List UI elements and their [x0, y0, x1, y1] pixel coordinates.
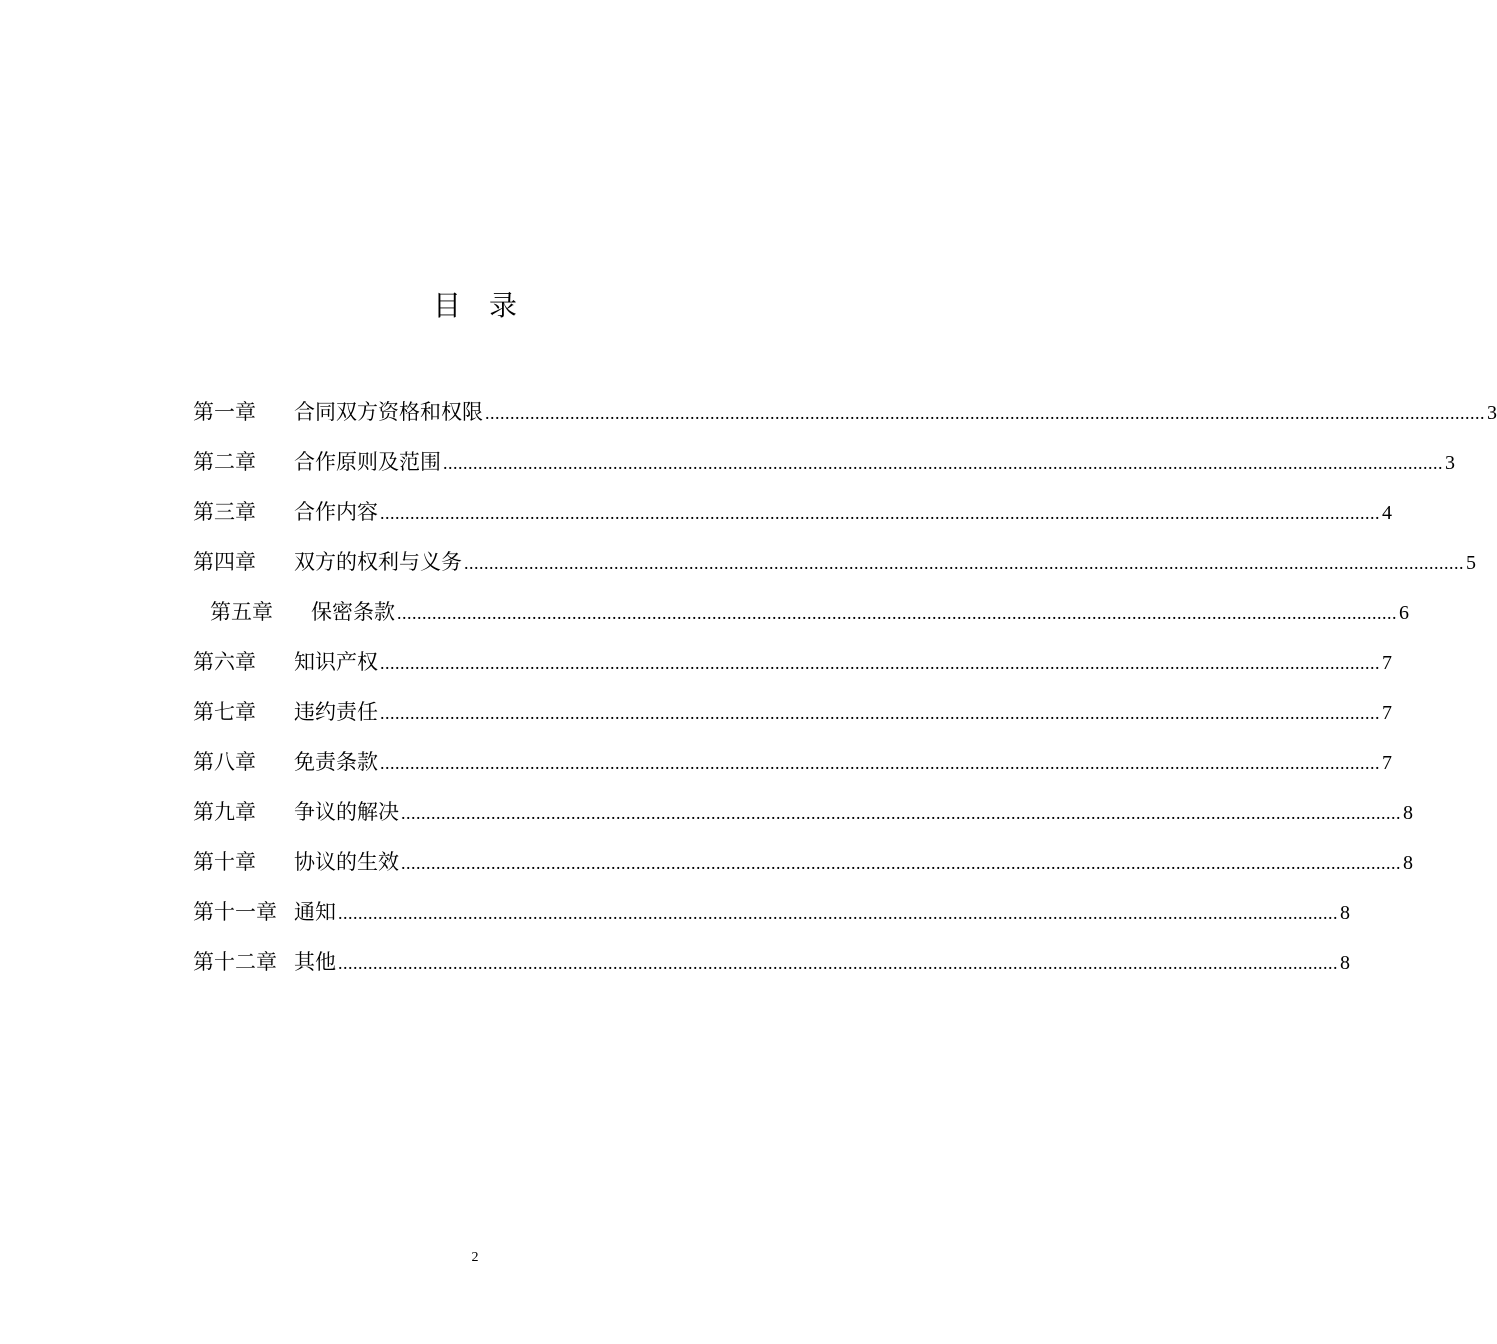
toc-entry-4[interactable]: [193, 546, 1476, 596]
toc-chapter: 第六章: [193, 650, 256, 674]
toc-leader-dots: ........................................................................................................................................................................................................: [464, 553, 1464, 573]
page-title: 目录: [432, 289, 545, 322]
toc-leader-dots: ........................................................................................................................................................................................................: [443, 453, 1443, 473]
toc-page-number: 7: [1382, 652, 1392, 674]
toc-title: 保密条款: [311, 600, 395, 624]
toc-title: 通知: [294, 900, 336, 924]
toc-chapter: 第一章: [193, 400, 256, 424]
toc-entry-12[interactable]: [193, 946, 1350, 996]
toc-title: 协议的生效: [294, 850, 399, 874]
toc-title: 违约责任: [294, 700, 378, 724]
toc-page-number: 3: [1445, 452, 1455, 474]
toc-page-number: 4: [1382, 502, 1392, 524]
toc-leader-dots: ........................................................................................................................................................................................................: [401, 853, 1401, 873]
toc-leader-dots: ........................................................................................................................................................................................................: [397, 603, 1397, 623]
toc-page-number: 5: [1466, 552, 1476, 574]
toc-leader-dots: ........................................................................................................................................................................................................: [401, 803, 1401, 823]
toc-chapter: 第二章: [193, 450, 256, 474]
toc-title: 知识产权: [294, 650, 378, 674]
toc-chapter: 第四章: [193, 550, 256, 574]
toc-entry-7[interactable]: [193, 696, 1392, 746]
toc-page-number: 7: [1382, 752, 1392, 774]
toc-entry-1[interactable]: [193, 396, 1497, 446]
toc-title: 其他: [294, 950, 336, 974]
toc-entry-3[interactable]: [193, 496, 1392, 546]
toc-chapter: 第五章: [210, 600, 273, 624]
toc-entry-6[interactable]: [193, 646, 1392, 696]
toc-leader-dots: ........................................................................................................................................................................................................: [485, 403, 1485, 423]
toc-chapter: 第十章: [193, 850, 256, 874]
toc-chapter: 第七章: [193, 700, 256, 724]
toc-page-number: 8: [1403, 852, 1413, 874]
toc-page-number: 7: [1382, 702, 1392, 724]
toc-chapter: 第九章: [193, 800, 256, 824]
toc-leader-dots: ........................................................................................................................................................................................................: [380, 753, 1380, 773]
toc-page-number: 8: [1340, 952, 1350, 974]
page-number: 2: [471, 1250, 479, 1265]
toc-entry-8[interactable]: [193, 746, 1392, 796]
toc-page-number: 6: [1399, 602, 1409, 624]
toc-title: 免责条款: [294, 750, 378, 774]
toc-leader-dots: ........................................................................................................................................................................................................: [338, 903, 1338, 923]
toc-leader-dots: ........................................................................................................................................................................................................: [338, 953, 1338, 973]
toc-chapter: 第十二章: [193, 950, 277, 974]
toc-title: 合作内容: [294, 500, 378, 524]
toc-page-number: 8: [1340, 902, 1350, 924]
toc-leader-dots: ........................................................................................................................................................................................................: [380, 703, 1380, 723]
toc-leader-dots: ........................................................................................................................................................................................................: [380, 503, 1380, 523]
toc-title: 合同双方资格和权限: [294, 400, 483, 424]
toc-page-number: 3: [1487, 402, 1497, 424]
toc-entry-11[interactable]: [193, 896, 1350, 946]
toc-entry-2[interactable]: [193, 446, 1455, 496]
toc-title: 双方的权利与义务: [294, 550, 462, 574]
toc-chapter: 第三章: [193, 500, 256, 524]
table-of-contents: [193, 396, 1497, 996]
toc-title: 合作原则及范围: [294, 450, 441, 474]
toc-entry-5[interactable]: [193, 596, 1409, 646]
toc-entry-10[interactable]: [193, 846, 1413, 896]
toc-chapter: 第八章: [193, 750, 256, 774]
toc-title: 争议的解决: [294, 800, 399, 824]
toc-chapter: 第十一章: [193, 900, 277, 924]
toc-entry-9[interactable]: [193, 796, 1413, 846]
toc-leader-dots: ........................................................................................................................................................................................................: [380, 653, 1380, 673]
toc-page-number: 8: [1403, 802, 1413, 824]
